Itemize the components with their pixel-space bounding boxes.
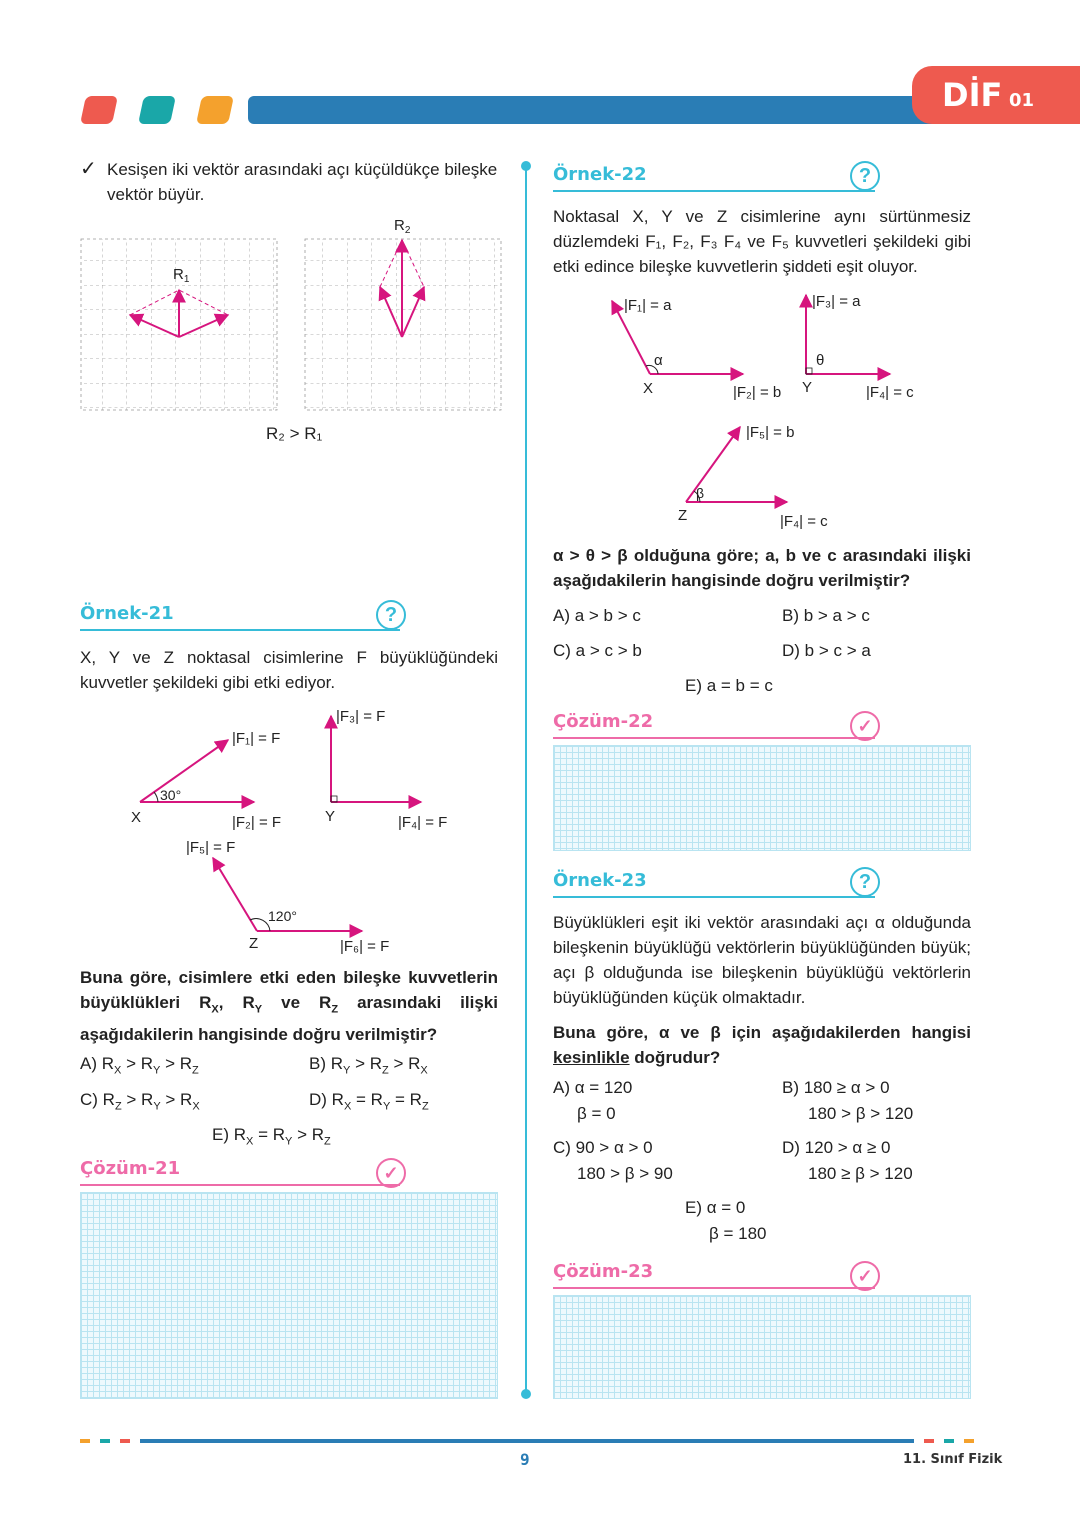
header-block-teal — [138, 96, 176, 124]
label-z: Z — [249, 935, 259, 952]
solution-21-underline — [80, 1184, 400, 1186]
ex23-option-e[interactable]: E) α = 0 β = 180 — [685, 1198, 767, 1243]
example-23-text: Büyüklükleri eşit iki vektör arasındaki açı α olduğunda bileşkenin büyüklüğü vektörlerin büyüklüğünden büyük; açı β olduğunda ise bileşkenin büyüklüğü vektörlerin büyüklüğünden küçük olmaktadır. — [553, 913, 971, 1007]
label-f5: |F₅| = b — [746, 424, 795, 441]
label-x: X — [131, 809, 142, 826]
ex23-option-b[interactable]: B) 180 ≥ α > 0 180 > β > 120 — [782, 1078, 914, 1123]
r2-label: $R_2$ — [394, 217, 411, 236]
label-30: 30° — [160, 787, 182, 803]
label-120: 120° — [268, 908, 297, 924]
label-f5: |F₅| = F — [186, 839, 236, 856]
z-f5-vector — [686, 427, 740, 502]
page-number: 9 — [520, 1450, 530, 1469]
solution-23-underline — [553, 1287, 875, 1289]
example-21-title: Örnek-21 — [80, 603, 174, 624]
label-f1: |F₁| = F — [232, 730, 281, 747]
ex23-option-d[interactable]: D) 120 > α ≥ 0 180 ≥ β > 120 — [782, 1138, 913, 1183]
label-x: X — [643, 380, 654, 397]
check-icon: ✓ — [376, 1158, 406, 1188]
solution-21-grid[interactable] — [80, 1192, 498, 1399]
r1-label: $R_1$ — [173, 266, 190, 285]
example-22-text: Noktasal X, Y ve Z cisimlerine aynı sürtünmesiz düzlemdeki F₁, F₂, F₃ F₄ ve F₅ kuvvetleri şekildeki gibi etki edince bileşke kuvvetlerin şiddeti eşit oluyor. — [553, 207, 971, 276]
label-f6: |F₆| = F — [340, 938, 390, 955]
label-f3: |F₃| = a — [812, 293, 861, 310]
example-21-question: Buna göre, cisimlere etki eden bileşke kuvvetlerin büyüklükleri $R_X$, $R_Y$ ve $R_Z$ arasındaki ilişki aşağıdakilerin hangisinde doğru verilmiştir? — [80, 968, 498, 1045]
ex22-option-e[interactable]: E) a = b = c — [685, 676, 773, 695]
example-22-underline — [553, 190, 875, 192]
badge-text: DİF — [942, 76, 1003, 114]
question-icon: ? — [850, 161, 880, 191]
check-icon: ✓ — [850, 711, 880, 741]
header-stripe — [248, 96, 948, 124]
header-badge — [912, 66, 1080, 124]
check-icon: ✓ — [850, 1261, 880, 1291]
ex21-option-d[interactable]: D) $R_X = R_Y = R_Z$ — [309, 1090, 429, 1113]
solution-22-grid[interactable] — [553, 745, 971, 851]
example-21-text: X, Y ve Z noktasal cisimlerine F büyüklüğündeki kuvvetler şekildeki gibi etki ediyor. — [80, 648, 498, 692]
label-f2: |F₂| = b — [733, 384, 782, 401]
example-22-figure — [590, 285, 950, 535]
intro-compare: R₂ > R₁ — [266, 424, 323, 443]
solution-23-grid[interactable] — [553, 1295, 971, 1399]
example-21-underline — [80, 629, 400, 631]
header-block-red — [80, 96, 118, 124]
solution-22-title: Çözüm-22 — [553, 711, 654, 732]
divider-dot-bottom — [521, 1389, 531, 1399]
label-alpha: α — [654, 352, 663, 369]
ex22-option-b[interactable]: B) b > a > c — [782, 606, 870, 625]
label-beta: β — [696, 485, 705, 501]
example-22-question: α > θ > β olduğuna göre; a, b ve c arasındaki ilişki aşağıdakilerin hangisinde doğru verilmiştir? — [553, 546, 971, 590]
solution-23-title: Çözüm-23 — [553, 1261, 654, 1282]
f1-vector — [140, 740, 228, 802]
label-f2: |F₂| = F — [232, 814, 282, 831]
intro-text: Kesişen iki vektör arasındaki açı küçüldükçe bileşke vektör büyür. — [107, 160, 498, 204]
intro-check-icon: ✓ — [80, 158, 97, 180]
label-f3: |F₃| = F — [336, 708, 386, 725]
solution-21-title: Çözüm-21 — [80, 1158, 181, 1179]
ex23-option-a[interactable]: A) α = 120 β = 0 — [553, 1078, 633, 1123]
footer-bar — [0, 1438, 1080, 1446]
intro-grid-figure — [78, 212, 508, 417]
header-block-orange — [196, 96, 234, 124]
label-y: Y — [325, 808, 336, 825]
ex23-option-c[interactable]: C) 90 > α > 0 180 > β > 90 — [553, 1138, 673, 1183]
example-23-underline — [553, 896, 875, 898]
label-f4a: |F₄| = c — [866, 384, 914, 401]
label-f1: |F₁| = a — [624, 297, 672, 314]
label-y: Y — [802, 379, 813, 396]
header-bar — [0, 60, 1080, 130]
example-23-question: Buna göre, α ve β için aşağıdakilerden hangisi kesinlikle doğrudur? — [553, 1023, 971, 1067]
ex21-option-b[interactable]: B) $R_Y > R_Z > R_X$ — [309, 1054, 428, 1077]
label-z: Z — [678, 507, 688, 524]
example-22-title: Örnek-22 — [553, 164, 647, 185]
label-theta: θ — [816, 352, 825, 369]
ex22-option-d[interactable]: D) b > c > a — [782, 641, 871, 660]
course-name: 11. Sınıf Fizik — [903, 1452, 1003, 1467]
label-f4: |F₄| = F — [398, 814, 448, 831]
ex21-option-c[interactable]: C) $R_Z > R_Y > R_X$ — [80, 1090, 200, 1113]
label-f4b: |F₄| = c — [780, 513, 828, 530]
column-divider — [525, 165, 527, 1395]
divider-dot-top — [521, 161, 531, 171]
question-icon: ? — [850, 867, 880, 897]
solution-22-underline — [553, 737, 875, 739]
ex21-option-e[interactable]: E) $R_X = R_Y > R_Z$ — [212, 1125, 331, 1148]
example-23-title: Örnek-23 — [553, 870, 647, 891]
example-21-figure — [120, 700, 480, 960]
question-icon: ? — [376, 600, 406, 630]
ex21-option-a[interactable]: A) $R_X > R_Y > R_Z$ — [80, 1054, 199, 1077]
ex22-option-a[interactable]: A) a > b > c — [553, 606, 641, 625]
ex22-option-c[interactable]: C) a > c > b — [553, 641, 642, 660]
badge-number: 01 — [1009, 90, 1035, 111]
